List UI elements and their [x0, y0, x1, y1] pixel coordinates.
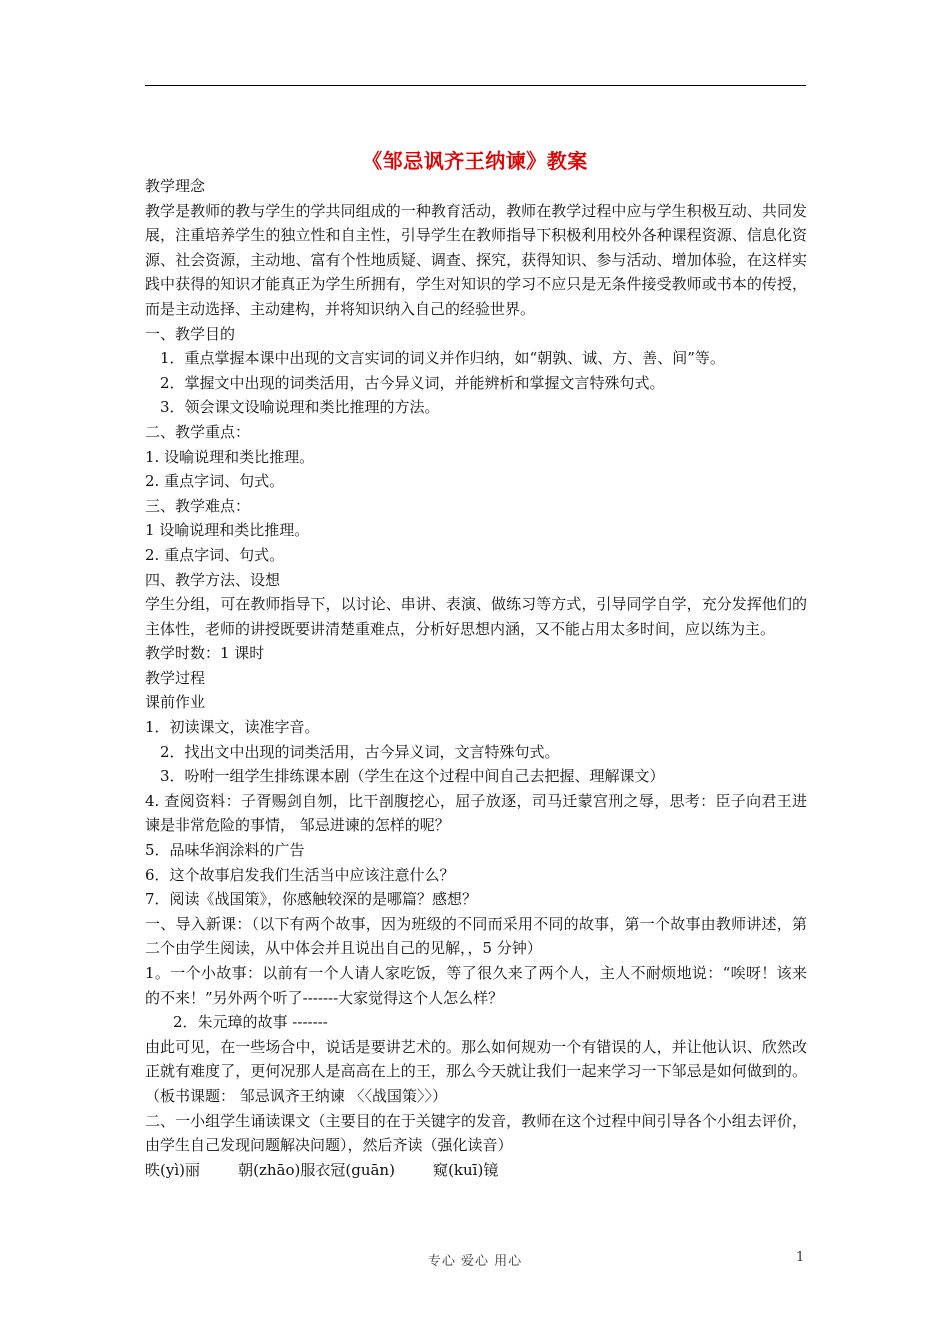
list-item: 1. 设喻说理和类比推理。 — [145, 447, 315, 466]
text-line: 教学时数：1 课时 — [145, 644, 265, 663]
section-heading: 教学理念 — [145, 177, 206, 195]
list-item: 3．吩咐一组学生排练课本剧（学生在这个过程中间自己去把握、理解课文） — [160, 767, 665, 786]
paragraph: 1。一个小故事：以前有一个人请人家吃饭，等了很久来了两个人，主人不耐烦地说：“唉呀！该来的不来！”另外两个听了-------大家觉得这个人怎么样？ — [145, 964, 807, 1007]
list-item: 1．初读课文，读准字音。 — [145, 718, 320, 737]
list-item: 1 设喻说理和类比推理。 — [145, 521, 310, 540]
list-item: 3．领会课文设喻说理和类比推理的方法。 — [160, 398, 440, 417]
pinyin-line: 昳(yì)丽 朝(zhāo)服衣冠(guān) 窥(kuī)镜 — [145, 1160, 499, 1179]
section-heading: 三、教学难点： — [145, 496, 251, 515]
list-item: 5．品味华润涂料的广告 — [145, 841, 305, 860]
header-rule — [145, 85, 806, 86]
section-heading: 课前作业 — [145, 693, 206, 712]
paragraph: 教学是教师的教与学生的学共同组成的一种教育活动，教师在教学过程中应与学生积极互动、共同发展，注重培养学生的独立性和自主性，引导学生在教师指导下积极利用校外各种课程资源、信息化资源、社会资源，主动地、富有个性地质疑、调查、探究，获得知识、参与活动、增加体验，在这样实践中获得的知识才能真正为学生所拥有，学生对知识的学习不应只是无条件接受教师或书本的传授，而是主动选择、主动建构，并将知识纳入自己的经验世界。 — [145, 201, 807, 318]
paragraph: 一、导入新课：（以下有两个故事，因为班级的不同而采用不同的故事，第一个故事由教师讲述，第二个由学生阅读，从中体会并且说出自己的见解，，5 分钟） — [145, 914, 807, 958]
section-heading: 二、教学重点： — [145, 422, 251, 441]
list-item: 2．朱元璋的故事 ------- — [173, 1013, 328, 1032]
list-item: 2．掌握文中出现的词类活用，古今异义词，并能辨析和掌握文言特殊句式。 — [160, 373, 665, 392]
page-number: 1 — [796, 1250, 805, 1265]
document-body — [145, 174, 807, 1182]
footer-motto: 专心 爱心 用心 — [427, 1254, 523, 1269]
section-heading: 四、教学方法、设想 — [145, 570, 281, 589]
list-item: 4. 查阅资料：子胥赐剑自刎，比干剖腹挖心，屈子放逐，司马迁蒙宫刑之辱，思考：臣子向君王进谏是非常危险的事情， 邹忌进谏的怎样的呢？ — [145, 791, 807, 835]
document-title: 《邹忌讽齐王纳谏》教案 — [362, 149, 588, 173]
list-item: 7．阅读《战国策》，你感触较深的是哪篇？感想？ — [145, 890, 478, 909]
list-item: 6．这个故事启发我们生活当中应该注意什么？ — [145, 865, 455, 884]
section-heading: 教学过程 — [145, 668, 206, 687]
paragraph: 学生分组，可在教师指导下，以讨论、串讲、表演、做练习等方式，引导同学自学，充分发挥他们的主体性，老师的讲授既要讲清楚重难点，分析好思想内涵，又不能占用太多时间，应以练为主。 — [145, 595, 807, 638]
list-item: 2. 重点字词、句式。 — [145, 545, 285, 564]
paragraph: 由此可见，在一些场合中，说话是要讲艺术的。那么如何规劝一个有错误的人，并让他认识、欣然改正就有难度了，更何况那人是高高在上的王，那么今天就让我们一起来学习一下邹忌是如何做到的。（板书课题： 邹忌讽齐王纳谏 〈〈战国策〉〉） — [145, 1037, 807, 1105]
list-item: 2．找出文中出现的词类活用，古今异义词，文言特殊句式。 — [160, 742, 560, 761]
paragraph: 二、一小组学生诵读课文（主要目的在于关键字的发音，教师在这个过程中间引导各个小组去评价，由学生自己发现问题解决问题），然后齐读（强化读音） — [145, 1111, 807, 1155]
list-item: 1．重点掌握本课中出现的文言实词的词义并作归纳，如“朝孰、诚、方、善、间”等。 — [160, 349, 725, 368]
section-heading: 一、教学目的 — [145, 324, 236, 343]
list-item: 2. 重点字词、句式。 — [145, 472, 285, 491]
